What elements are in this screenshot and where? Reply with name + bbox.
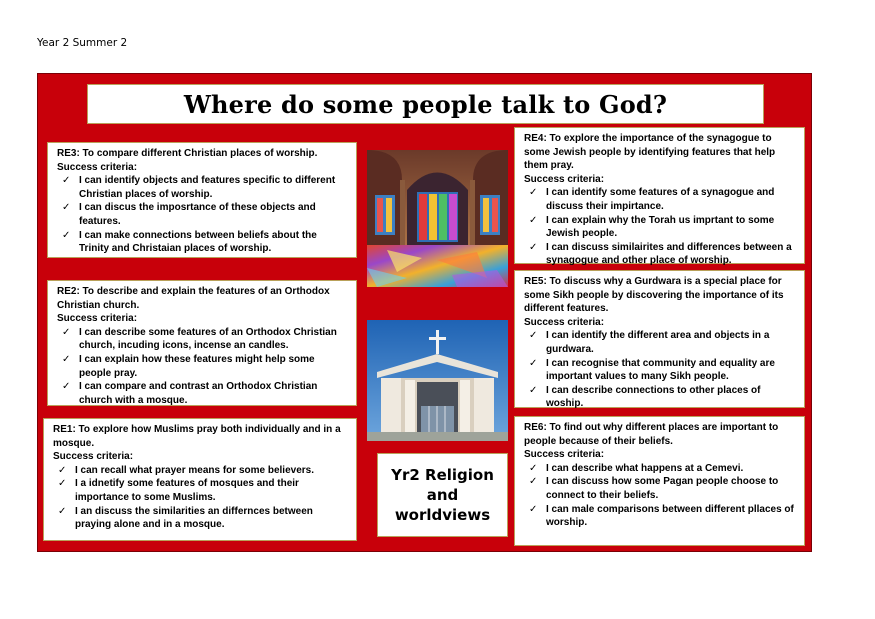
tick-icon: ✓ — [529, 214, 538, 226]
objective-text: RE2: To describe and explain the features of an Orthodox Christian church. — [57, 286, 330, 311]
subject-badge-text — [383, 465, 503, 525]
success-criteria-label: Success criteria: — [57, 313, 138, 325]
tick-icon: ✓ — [58, 505, 67, 517]
poster — [37, 73, 812, 552]
objective-text: RE4: To explore the importance of the synagogue to some Jewish people by identifying features that help them pray. — [524, 133, 776, 172]
criteria-item: ✓ I can make connections between beliefs about the Trinity and Christaian places of worship. — [62, 229, 317, 255]
poster-title: Where do some people talk to God? — [183, 89, 668, 119]
criteria-item: ✓ I a idnetify some features of mosques and their importance to some Muslims. — [58, 478, 299, 503]
criteria-item: ✓ I can discus the imposrtance of these objects and features. — [62, 202, 316, 227]
page-header-note: Year 2 Summer 2 — [37, 37, 128, 49]
criteria-list — [524, 462, 797, 530]
tick-icon: ✓ — [529, 462, 538, 474]
tick-icon: ✓ — [529, 384, 538, 396]
objective-box-re2 — [47, 280, 357, 406]
subject-badge — [377, 453, 508, 537]
tick-icon: ✓ — [529, 330, 538, 342]
tick-icon: ✓ — [62, 381, 71, 393]
tick-icon: ✓ — [529, 357, 538, 369]
criteria-list — [524, 329, 797, 411]
criteria-item: ✓ I can explain how these features might help some people pray. — [62, 353, 315, 379]
objective-text: RE6: To find out why different places are important to people because of their beliefs. — [524, 422, 779, 447]
poster-title-box — [87, 84, 764, 124]
tick-icon: ✓ — [62, 202, 71, 214]
church-building-image — [367, 320, 508, 441]
subject-badge-line1: Yr2 Religion — [391, 466, 494, 484]
objective-box-re4 — [514, 127, 805, 267]
objective-box-re1 — [43, 418, 357, 541]
objective-box-re3 — [47, 142, 357, 258]
criteria-item: ✓ I can explain why the Torah us imprtant to some Jewish people. — [529, 214, 775, 240]
tick-icon: ✓ — [62, 353, 71, 365]
success-criteria-label: Success criteria: — [53, 451, 134, 463]
criteria-item: ✓ I an discuss the similarities an differnces between praying alone and in a mosque. — [58, 505, 313, 531]
criteria-item: ✓ I can describe connections to other places of woship. — [529, 384, 761, 410]
tick-icon: ✓ — [529, 241, 538, 253]
tick-icon: ✓ — [62, 326, 71, 338]
tick-icon: ✓ — [529, 187, 538, 199]
tick-icon: ✓ — [62, 229, 71, 241]
objective-text: RE3: To compare different Christian places of worship. — [57, 148, 318, 159]
tick-icon: ✓ — [58, 464, 67, 476]
criteria-item: ✓ I can recognise that community and equality are important values to many Sikh people. — [529, 357, 775, 383]
criteria-item: ✓ I can discuss how some Pagan people choose to connect to their beliefs. — [529, 476, 779, 501]
criteria-list — [53, 464, 349, 532]
criteria-list — [57, 326, 349, 408]
tick-icon: ✓ — [529, 476, 538, 488]
criteria-list — [524, 186, 797, 268]
objective-text: RE5: To discuss why a Gurdwara is a special place for some Sikh people by discovering the importance of its different features. — [524, 276, 784, 315]
criteria-item: ✓ I can identify the different area and objects in a gurdwara. — [529, 330, 770, 355]
criteria-item: ✓ I can discuss similairites and differences between a synagogue and other place of worship. — [529, 241, 792, 267]
criteria-item: ✓ I can compare and contrast an Orthodox Christian church with a mosque. — [62, 381, 318, 406]
success-criteria-label: Success criteria: — [524, 173, 605, 185]
success-criteria-label: Success criteria: — [524, 316, 605, 328]
objective-text: RE1: To explore how Muslims pray both individually and in a mosque. — [53, 424, 341, 449]
subject-badge-line2: and worldviews — [394, 486, 491, 524]
tick-icon: ✓ — [62, 175, 71, 187]
criteria-item: ✓ I can identify some features of a synagogue and discuss their impirtance. — [529, 187, 775, 212]
objective-box-re5 — [514, 270, 805, 408]
tick-icon: ✓ — [58, 478, 67, 490]
objective-box-re6 — [514, 416, 805, 546]
criteria-item: ✓ I can describe what happens at a Cemevi. — [529, 462, 744, 474]
success-criteria-label: Success criteria: — [57, 161, 138, 173]
criteria-item: ✓ I can identify objects and features specific to different Christian places of worship. — [62, 175, 336, 200]
criteria-list — [57, 174, 349, 256]
tick-icon: ✓ — [529, 503, 538, 515]
criteria-item: ✓ I can male comparisons between different pllaces of worship. — [529, 503, 794, 529]
criteria-item: ✓ I can describe some features of an Orthodox Christian church, incuding icons, incense an candles. — [62, 326, 337, 352]
criteria-item: ✓ I can recall what prayer means for some believers. — [58, 464, 315, 476]
success-criteria-label: Success criteria: — [524, 449, 605, 461]
mosque-interior-image — [367, 150, 508, 287]
